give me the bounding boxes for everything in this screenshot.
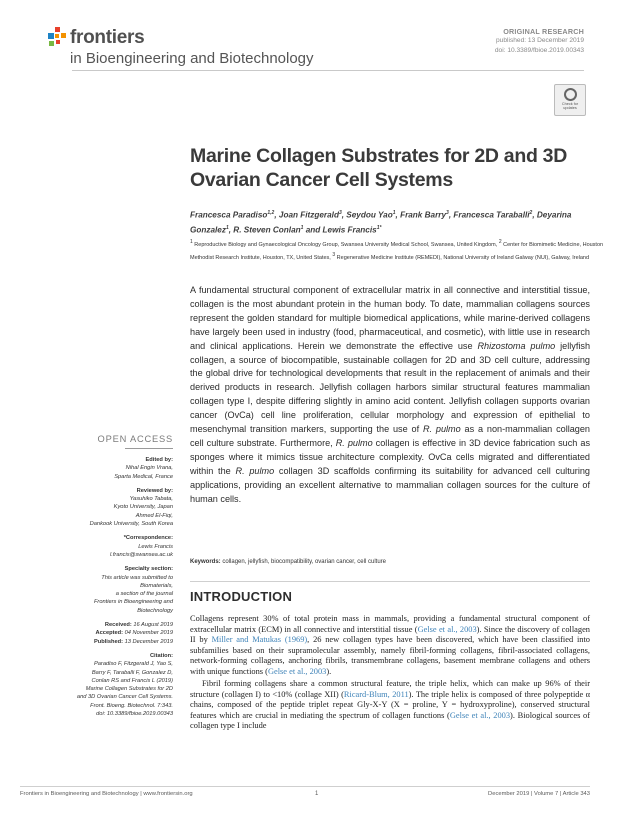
keywords-text: collagen, jellyfish, biocompatibility, ovarian cancer, cell culture (220, 559, 386, 565)
intro-text: ). Biological sources of collagen type I include (190, 710, 590, 730)
reviewer-affiliation: Dankook University, South Korea (89, 521, 173, 528)
author-affiliation-mark: 1* (376, 224, 382, 231)
logo-square-orange-small (55, 34, 59, 38)
author-name[interactable]: R. Steven Conlan (233, 225, 301, 235)
footer-divider (20, 786, 590, 787)
abstract (190, 284, 590, 507)
brand-name[interactable]: frontiers (70, 27, 145, 48)
species-name: R. pulmo (422, 424, 461, 435)
affiliation-number: 2 (498, 239, 502, 245)
editor-name[interactable]: Nihal Engin Vrana, (125, 465, 173, 472)
received-date: Received: 16 August 2019 (104, 622, 173, 629)
author-name[interactable]: Joan Fitzgerald (278, 210, 339, 220)
citation-line: Barry F, Taraballi F, Gonzalez D, (91, 669, 173, 676)
correspondence-label: *Correspondence: (123, 535, 173, 542)
abstract-text: collagen is effective in 3D device fabrication such as sponges where it mimics tissue architecture complexity. OvCa cells migrated and differentiated within the (190, 437, 591, 476)
article-info-sidebar (20, 456, 173, 718)
citation-line: Paradiso F, Fitzgerald J, Yao S, (93, 661, 173, 668)
citation-line: Front. Bioeng. Biotechnol. 7:343. (90, 702, 173, 709)
open-access-label: OPEN ACCESS (97, 434, 173, 444)
intro-text: ). (326, 666, 332, 676)
species-name: Rhizostoma pulmo (477, 340, 556, 351)
logo-square-red-small (56, 40, 60, 44)
author-name[interactable]: Lewis Francis (322, 225, 377, 235)
sidebar-divider (125, 448, 173, 449)
author-name[interactable]: Seydou Yao (346, 210, 393, 220)
intro-text: , 26 new collagen types have been discovered, which have been classified into subfamilies based on their supramolecular assembly, namely fibril-forming collagens, fibril-associated collagens, network-forming collagens, anchoring fibrils, transmembrane collagens, basement membrane collagens and others with unique functions ( (190, 635, 590, 676)
citation-line: Conlan RS and Francis L (2019) (91, 677, 173, 684)
intro-text: ). Since the discovery of collagen II by (190, 624, 590, 644)
citation-label: Citation: (149, 652, 173, 659)
specialty-line: a section of the journal (115, 591, 173, 598)
citation-line: Marine Collagen Substrates for 2D (85, 686, 173, 693)
author-name[interactable]: Deyarina Gonzalez (190, 210, 572, 235)
affiliation-number: 3 (332, 251, 336, 258)
check-updates-label: Check for updates (561, 102, 579, 111)
author-name[interactable]: Frank Barry (400, 210, 447, 220)
citation-link[interactable]: Miller and Matukas (1969) (211, 635, 308, 644)
citation-link[interactable]: Gelse et al., 2003 (417, 624, 477, 634)
affiliations (190, 238, 610, 263)
abstract-text: jellyfish collagen, a source of biocompatible, sustainable collagen for 2D and 3D cell culture, addressing the global drive for technological developments that result in the replacement of animals and their derived products in research. Jellyfish collagen harbors similar structural features mammalian collagen type I, despite differing slightly in amino acid content. Jellyfish collagen supports ovarian cancer (OvCa) cell line proliferation, cellular morphology and expression of epithelial to mesenchymal transition markers, supporting the use of (190, 340, 591, 435)
affiliation-text: Center for Biomimetic Medicine, Houston Methodist Research Institute, Houston, TX, United States, (190, 241, 604, 261)
citation-link[interactable]: Ricard-Blum, 2011 (343, 689, 409, 699)
abstract-text: A fundamental structural component of extracellular matrix in all connective and interstitial tissue, collagen is the most abundant protein in the human body. To date, mammalian collagens sources represent the golden standard for multiple biomedical applications, while marine-derived collagens have largely been used in industry (food, pharmaceutical, and cosmetic), with little use in research and clinical applications. Herein we demonstrate the effective use (190, 285, 590, 351)
author-affiliation-mark: 1 (300, 224, 304, 231)
section-heading-introduction: INTRODUCTION (190, 589, 293, 604)
journal-name[interactable]: in Bioengineering and Biotechnology (70, 50, 314, 67)
author-list: Francesca Paradiso$^{1,2}$, Joan Fitzgerald$^3$, Seydou Yao$^1$, Frank Barry$^3$, Francesca Taraballi$^2$, Deyarina Gonzalez$^1$, R. Steven Conlan$^1$ and Lewis Francis$^{1*}$ (190, 210, 572, 235)
specialty-line: Biomaterials, (140, 582, 173, 589)
reviewed-by-label: Reviewed by: (136, 487, 173, 494)
logo-square-red (55, 27, 60, 32)
species-name: R. pulmo (235, 465, 275, 476)
intro-text: ). The triple helix is composed of three polypeptide α chains, composed of the peptide triplet repeat Gly-X-Y (X = proline, Y = hydroxyproline), conserved structural features which are crucial in mediating the spectrum of collagen functions ( (190, 689, 591, 720)
species-name: R. pulmo (335, 437, 373, 448)
article-type: ORIGINAL RESEARCH (503, 27, 584, 36)
author-affiliation-mark: 2 (529, 210, 533, 216)
abstract-text: as a non-mammalian collagen cell culture substrate. Furthermore, (190, 424, 591, 448)
accepted-date: Accepted: 04 November 2019 (95, 630, 173, 637)
author-affiliation-mark: 3 (338, 210, 342, 216)
check-for-updates-button[interactable] (554, 84, 586, 116)
introduction-body (190, 614, 590, 734)
edited-by-label: Edited by: (145, 457, 173, 463)
author-affiliation-mark: 3 (446, 210, 449, 216)
author-affiliation-mark: 1 (225, 224, 229, 231)
intro-text: Fibril forming collagens share a common structural feature, the triple helix, which can make up 96% of their structure (collagen I) to <10% (collage XII) ( (190, 679, 590, 699)
affiliation-text: Reproductive Biology and Gynaecological Oncology Group, Swansea University Medical School, Swansea, United Kingdom, (192, 241, 499, 248)
intro-paragraph (190, 614, 590, 677)
reviewer-affiliation: Kyoto University, Japan (113, 504, 173, 511)
abstract-text: collagen 3D scaffolds confirming its suitability for advanced cell culturing applications, providing an excellent alternative to mammalian collagen sources for the culture of human cells. (190, 465, 590, 504)
citation-doi[interactable]: doi: 10.3389/fbioe.2019.00343 (96, 711, 173, 718)
logo-square-green (49, 41, 54, 46)
logo-square-orange (61, 33, 66, 38)
check-updates-icon (564, 88, 577, 101)
author-name[interactable]: Francesca Paradiso (190, 210, 268, 220)
correspondence-email[interactable]: l.francis@swansea.ac.uk (110, 551, 173, 558)
specialty-section-label: Specialty section: (124, 566, 173, 573)
specialty-line: Biotechnology (137, 607, 173, 614)
affiliation-number: 1 (190, 239, 193, 245)
logo-square-blue (48, 33, 54, 39)
page-number: 1 (315, 791, 319, 797)
keywords-label: Keywords: (190, 559, 221, 565)
published-date: published: 13 December 2019 (496, 37, 584, 44)
citation-link[interactable]: Gelse et al., 2003 (449, 710, 511, 720)
reviewer-name[interactable]: Yasuhiko Tabata, (129, 496, 173, 503)
affiliation-text: Regenerative Medicine Institute (REMEDI), National University of Ireland Galway (NUI), Galway, Ireland (335, 254, 590, 261)
article-title: Marine Collagen Substrates for 2D and 3D Ovarian Cancer Cell Systems (190, 145, 568, 191)
author-name[interactable]: Francesca Taraballi (453, 210, 530, 220)
citation-link[interactable]: Gelse et al., 2003 (267, 666, 327, 676)
doi-link[interactable]: doi: 10.3389/fbioe.2019.00343 (494, 47, 584, 54)
published-date-sidebar: Published: 13 December 2019 (93, 638, 173, 645)
footer-issue-info: December 2019 | Volume 7 | Article 343 (488, 791, 590, 797)
author-affiliation-mark: 1,2 (267, 210, 275, 216)
intro-text: Collagens represent 30% of total protein mass in mammals, providing a fundamental structural component of extracellular matrix (ECM) in all connective and interstitial tissue ( (190, 614, 590, 634)
footer-journal-link[interactable]: Frontiers in Bioengineering and Biotechnology | www.frontiersin.org (20, 791, 193, 797)
frontiers-logo-icon (46, 27, 68, 49)
citation-line: and 3D Ovarian Cancer Cell Systems. (76, 694, 173, 701)
keywords (190, 559, 610, 565)
specialty-line: This article was submitted to (101, 574, 173, 581)
reviewer-name[interactable]: Ahmed El-Fiqi, (135, 512, 173, 519)
editor-affiliation: Sparta Medical, France (114, 473, 173, 480)
correspondence-name: Lewis Francis (138, 543, 173, 550)
intro-paragraph (190, 679, 590, 732)
intro-divider (190, 581, 590, 582)
specialty-line: Frontiers in Bioengineering and (93, 599, 173, 606)
header-divider (72, 70, 584, 71)
author-affiliation-mark: 1 (392, 210, 396, 216)
